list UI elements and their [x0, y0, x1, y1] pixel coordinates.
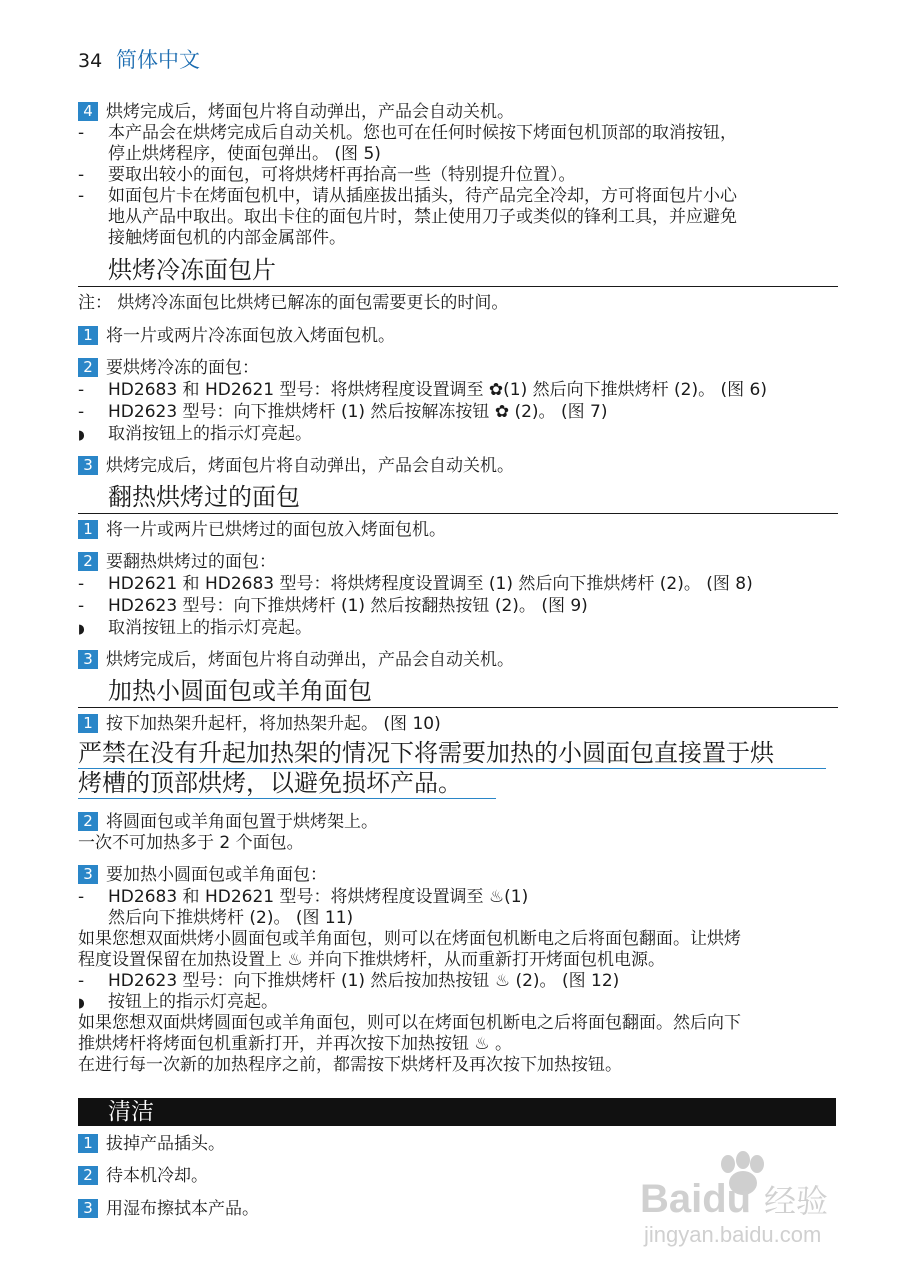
paragraph: 一次不可加热多于 2 个面包。	[78, 833, 304, 853]
note: 注： 烘烤冷冻面包比烘烤已解冻的面包需要更长的时间。	[78, 293, 509, 313]
paragraph: 如果您想双面烘烤圆面包或羊角面包，则可以在烤面包机断电之后将面包翻面。然后向下	[78, 1013, 741, 1033]
bullet-item: - 本产品会在烘烤完成后自动关机。您也可在任何时候按下烤面包机顶部的取消按钮，	[78, 123, 737, 143]
result-marker-icon: ◗	[78, 996, 85, 1011]
step-2: 2 待本机冷却。	[78, 1166, 208, 1187]
step-1: 1 按下加热架升起杆，将加热架升起。 (图 10)	[78, 714, 441, 735]
watermark-brand: Baidu	[640, 1177, 752, 1221]
watermark-brand-cn: 经验	[764, 1182, 829, 1220]
step-badge: 4	[78, 102, 98, 121]
page-number: 34	[78, 50, 103, 72]
step-badge: 1	[78, 714, 98, 733]
step-badge: 3	[78, 650, 98, 669]
language-label: 简体中文	[116, 48, 201, 72]
bullet-item: - HD2683 和 HD2621 型号：将烘烤程度设置调至 ♨(1)	[78, 887, 529, 907]
bullet-item: - 如面包片卡在烤面包机中，请从插座拔出插头，待产品完全冷却，方可将面包片小心	[78, 186, 737, 206]
bullet-item-cont: 停止烘烤程序，使面包弹出。 (图 5)	[108, 144, 381, 164]
step-3: 3 用湿布擦拭本产品。	[78, 1199, 259, 1220]
bullet-item-cont: 接触烤面包机的内部金属部件。	[108, 228, 346, 248]
section-heading-buns: 加热小圆面包或羊角面包	[78, 677, 838, 708]
baidu-watermark	[640, 1150, 860, 1250]
step-1: 1 将一片或两片已烘烤过的面包放入烤面包机。	[78, 520, 446, 541]
paragraph: 在进行每一次新的加热程序之前，都需按下烘烤杆及再次按下加热按钮。	[78, 1055, 622, 1075]
step-4	[78, 102, 514, 123]
watermark-url: jingyan.baidu.com	[644, 1222, 822, 1247]
step-3: 3 烘烤完成后，烤面包片将自动弹出，产品会自动关机。	[78, 456, 514, 477]
paragraph: 如果您想双面烘烤小圆面包或羊角面包，则可以在烤面包机断电之后将面包翻面。让烘烤	[78, 929, 741, 949]
result-item: ◗ 按钮上的指示灯亮起。	[78, 992, 278, 1012]
bullet-item: - 要取出较小的面包，可将烘烤杆再抬高一些（特别提升位置）。	[78, 165, 576, 185]
warning-line-1: 严禁在没有升起加热架的情况下将需要加热的小圆面包直接置于烘	[78, 738, 826, 769]
warning-line-2: 烤槽的顶部烘烤，以避免损坏产品。	[78, 768, 496, 799]
section-heading-reheat: 翻热烘烤过的面包	[78, 483, 838, 514]
step-3: 3 要加热小圆面包或羊角面包：	[78, 865, 327, 886]
bullet-item-cont: 地从产品中取出。取出卡住的面包片时，禁止使用刀子或类似的锋利工具，并应避免	[108, 207, 737, 227]
bullet-item: - HD2623 型号：向下推烘烤杆 (1) 然后按翻热按钮 (2)。 (图 9)	[78, 596, 588, 616]
step-badge: 1	[78, 326, 98, 345]
step-badge: 1	[78, 520, 98, 539]
step-badge: 2	[78, 358, 98, 377]
step-1: 1 将一片或两片冷冻面包放入烤面包机。	[78, 326, 395, 347]
step-2: 2 要烘烤冷冻的面包：	[78, 358, 259, 379]
paragraph-cont: 推烘烤杆将烤面包机重新打开，并再次按下加热按钮 ♨ 。	[78, 1034, 513, 1054]
step-text: 烘烤完成后，烤面包片将自动弹出，产品会自动关机。	[106, 102, 514, 122]
step-badge: 1	[78, 1134, 98, 1153]
step-badge: 2	[78, 552, 98, 571]
result-item: ◗ 取消按钮上的指示灯亮起。	[78, 618, 312, 638]
bullet-item: - HD2683 和 HD2621 型号：将烘烤程度设置调至 ✿(1) 然后向下推烘烤杆 (2)。 (图 6)	[78, 380, 767, 400]
bullet-item: - HD2623 型号：向下推烘烤杆 (1) 然后按加热按钮 ♨ (2)。 (图 12)	[78, 971, 620, 991]
page-header	[78, 44, 200, 74]
paragraph-cont: 程度设置保留在加热设置上 ♨ 并向下推烘烤杆，从而重新打开烤面包机电源。	[78, 950, 666, 970]
bullet-item-cont: 然后向下推烘烤杆 (2)。 (图 11)	[108, 908, 354, 928]
section-heading-cleaning: 清洁	[78, 1098, 836, 1126]
step-badge: 3	[78, 1199, 98, 1218]
step-badge: 3	[78, 456, 98, 475]
step-badge: 2	[78, 1166, 98, 1185]
step-2: 2 要翻热烘烤过的面包：	[78, 552, 276, 573]
step-2: 2 将圆面包或羊角面包置于烘烤架上。	[78, 812, 378, 833]
result-item: ◗ 取消按钮上的指示灯亮起。	[78, 424, 312, 444]
result-marker-icon: ◗	[78, 428, 85, 443]
bullet-item: - HD2623 型号：向下推烘烤杆 (1) 然后按解冻按钮 ✿ (2)。 (图 7)	[78, 402, 608, 422]
step-badge: 2	[78, 812, 98, 831]
step-1: 1 拔掉产品插头。	[78, 1134, 225, 1155]
result-marker-icon: ◗	[78, 622, 85, 637]
bullet-item: - HD2621 和 HD2683 型号：将烘烤程度设置调至 (1) 然后向下推烘烤杆 (2)。 (图 8)	[78, 574, 753, 594]
step-3: 3 烘烤完成后，烤面包片将自动弹出，产品会自动关机。	[78, 650, 514, 671]
section-heading-frozen: 烘烤冷冻面包片	[78, 256, 838, 287]
step-badge: 3	[78, 865, 98, 884]
